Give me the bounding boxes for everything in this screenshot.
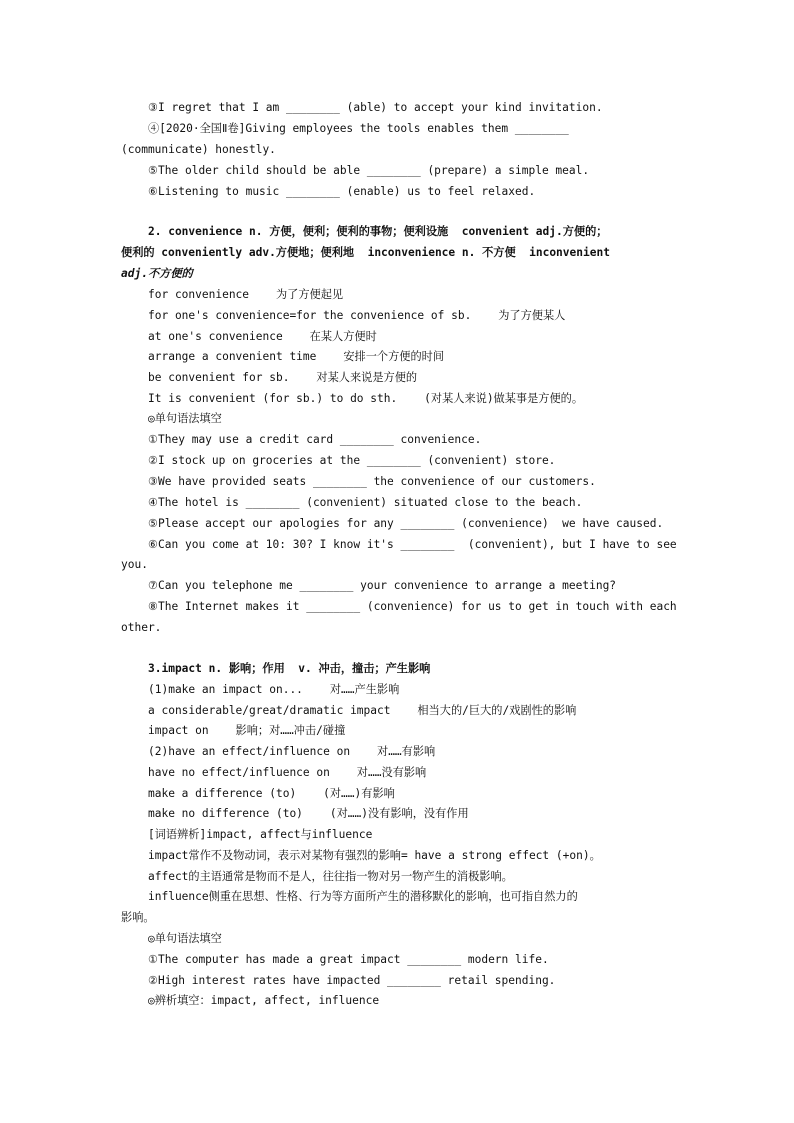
section-2-heading-line3: adj.不方便的 — [121, 267, 193, 280]
section-2-heading-line2: 便利的 conveniently adv.方便地；便利地 inconvenience n. 不方便 inconvenient — [121, 246, 610, 259]
exercise-item-2: ②I stock up on groceries at the ________ (convenient) store. — [148, 454, 556, 467]
exercise-item-6: ⑥Listening to music ________ (enable) us to feel relaxed. — [148, 185, 536, 198]
phrase-item: at one's convenience 在某人方便时 — [148, 330, 377, 343]
exercise-item-1: ①The computer has made a great impact ________ modern life. — [148, 953, 549, 966]
section-2-heading-line1: 2. convenience n. 方便，便利；便利的事物；便利设施 convenient adj.方便的； — [148, 225, 608, 238]
exercise-item-5: ⑤The older child should be able ________ (prepare) a simple meal. — [148, 164, 590, 177]
phrase-item: impact on 影响；对……冲击/碰撞 — [148, 724, 346, 737]
exercise-item-7: ⑦Can you telephone me ________ your convenience to arrange a meeting? — [148, 579, 617, 592]
analysis-line: influence侧重在思想、性格、行为等方面所产生的潜移默化的影响，也可指自然力的 — [148, 890, 578, 903]
phrase-item: (2)have an effect/influence on 对……有影响 — [148, 745, 436, 758]
phrase-item: a considerable/great/dramatic impact 相当大的/巨大的/戏剧性的影响 — [148, 704, 577, 717]
exercise-item-6-line1: ⑥Can you come at 10: 30? I know it's ________ (convenient), but I have to see — [148, 538, 677, 551]
analysis-line: 影响。 — [121, 911, 155, 924]
phrase-item: make a difference (to) (对……)有影响 — [148, 787, 395, 800]
exercise-item-2: ②High interest rates have impacted ________ retail spending. — [148, 974, 556, 987]
exercise-item-1: ①They may use a credit card ________ convenience. — [148, 433, 482, 446]
exercise-item-6-line2: you. — [121, 558, 148, 571]
exercise-item-5: ⑤Please accept our apologies for any ________ (convenience) we have caused. — [148, 517, 664, 530]
exercise-item-4-line1 — [148, 122, 674, 136]
task-heading: ◎辨析填空：impact, affect, influence — [148, 994, 380, 1007]
task-heading: ◎单句语法填空 — [148, 932, 222, 945]
exercise-item-8-line1: ⑧The Internet makes it ________ (convenience) for us to get in touch with each — [148, 600, 677, 613]
exercise-item-4: ④The hotel is ________ (convenient) situated close to the beach. — [148, 496, 583, 509]
phrase-item: have no effect/influence on 对……没有影响 — [148, 766, 427, 779]
phrase-item: for one's convenience=for the convenience of sb. 为了方便某人 — [148, 309, 566, 322]
phrase-item: make no difference (to) (对……)没有影响，没有作用 — [148, 807, 469, 820]
exercise-item-3: ③We have provided seats ________ the convenience of our customers. — [148, 475, 596, 488]
phrase-item: be convenient for sb. 对某人来说是方便的 — [148, 371, 418, 384]
exercise-item-8-line2: other. — [121, 621, 162, 634]
section-3-heading: 3.impact n. 影响；作用 v. 冲击，撞击；产生影响 — [148, 662, 431, 675]
word-analysis-heading: [词语辨析]impact, affect与influence — [148, 828, 373, 841]
phrase-item: arrange a convenient time 安排一个方便的时间 — [148, 350, 445, 363]
analysis-line: affect的主语通常是物而不是人，往往指一物对另一物产生的消极影响。 — [148, 870, 513, 883]
analysis-line: impact常作不及物动词，表示对某物有强烈的影响= have a strong effect (+on)。 — [148, 849, 601, 862]
phrase-item: for convenience 为了方便起见 — [148, 288, 344, 301]
phrase-item: It is convenient (for sb.) to do sth. (对某人来说)做某事是方便的。 — [148, 392, 584, 405]
task-heading: ◎单句语法填空 — [148, 412, 222, 425]
exercise-item-4-line2: (communicate) honestly. — [121, 143, 276, 156]
exercise-item-4-text: ④[2020·全国Ⅱ卷]Giving employees the tools enables them ________ — [148, 122, 569, 135]
phrase-item: (1)make an impact on... 对……产生影响 — [148, 683, 400, 696]
exercise-item-3: ③I regret that I am ________ (able) to accept your kind invitation. — [148, 101, 603, 114]
